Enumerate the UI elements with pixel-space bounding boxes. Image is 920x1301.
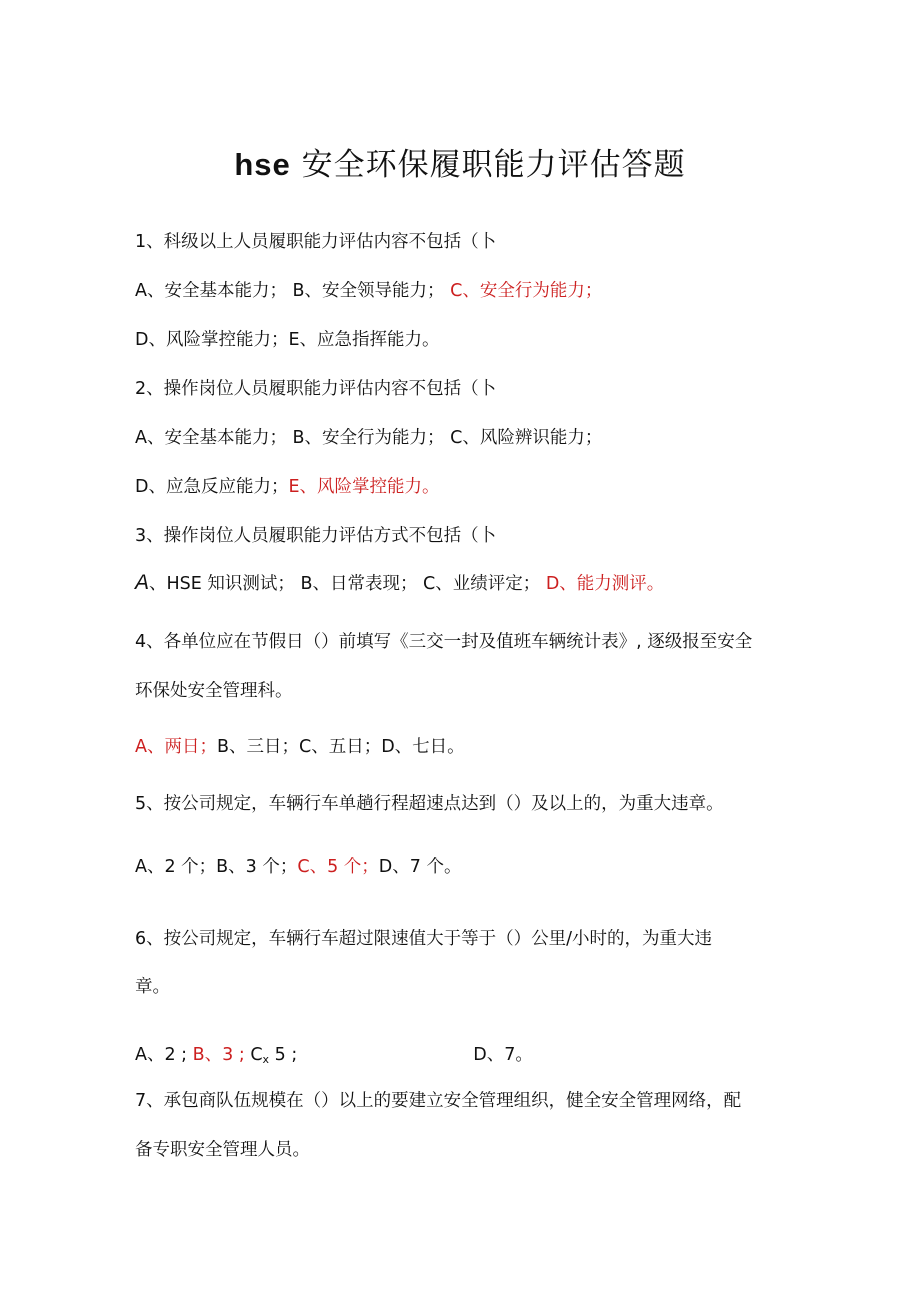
q4-answer-a: A、两日；: [135, 737, 217, 757]
q5-answer-c: C、5 个；: [297, 857, 379, 877]
q7-stem-line2: 备专职安全管理人员。: [135, 1140, 310, 1160]
q3-stem: 3、操作岗位人员履职能力评估方式不包括（卜: [135, 526, 497, 546]
title-main: 安全环保履职能力评估答题: [301, 147, 686, 183]
q4-option-bcd: B、三日；C、五日；D、七日。: [216, 737, 465, 757]
title-prefix: hse: [234, 147, 291, 182]
q1-options-row1: [135, 279, 602, 303]
q5-options: [135, 855, 461, 879]
q3-option-abc: 、HSE 知识测试； B、日常表现； C、业绩评定；: [149, 574, 546, 594]
q2-option-d: D、应急反应能力；: [135, 477, 289, 497]
q1-options-row2: D、风险掌控能力；E、应急指挥能力。: [135, 330, 440, 350]
q3-answer-d: D、能力测评。: [545, 574, 665, 594]
q2-stem: 2、操作岗位人员履职能力评估内容不包括（卜: [135, 379, 497, 399]
q5-option-d: D、7 个。: [378, 857, 462, 877]
q6-answer-b: B、3 ;: [192, 1045, 251, 1065]
q2-answer-e: E、风险掌控能力。: [288, 477, 440, 497]
q5-option-ab: A、2 个；B、3 个；: [135, 857, 298, 877]
page-title: [0, 142, 920, 188]
q3-option-a-letter: A: [135, 571, 150, 594]
q4-options: [135, 735, 465, 759]
q3-options: [135, 571, 664, 596]
q2-options-row1: A、安全基本能力； B、安全行为能力； C、风险辨识能力；: [135, 428, 603, 448]
q6-option-c: $C_x$ 5 ;: [250, 1045, 298, 1066]
q6-option-a: A、2 ;: [135, 1045, 193, 1065]
q6-stem-line2: 章。: [135, 977, 170, 997]
q4-stem-line2: 环保处安全管理科。: [135, 681, 293, 701]
q6-options: [135, 1043, 533, 1072]
q4-stem-line1: 4、各单位应在节假日（）前填写《三交一封及值班车辆统计表》, 逐级报至安全: [135, 632, 753, 652]
q1-option-ab: A、安全基本能力； B、安全领导能力；: [135, 281, 451, 301]
q6-stem-line1: 6、按公司规定，车辆行车超过限速值大于等于（）公里/小时的，为重大违: [135, 929, 713, 949]
q1-stem: 1、科级以上人员履职能力评估内容不包括（卜: [135, 232, 497, 252]
q7-stem-line1: 7、承包商队伍规模在（）以上的要建立安全管理组织，健全安全管理网络，配: [135, 1091, 742, 1111]
q5-stem: 5、按公司规定，车辆行车单趟行程超速点达到（）及以上的，为重大违章。: [135, 794, 724, 814]
q1-answer-c: C、安全行为能力；: [450, 281, 603, 301]
q2-options-row2: [135, 475, 440, 499]
q6-option-d: D、7。: [473, 1045, 533, 1065]
